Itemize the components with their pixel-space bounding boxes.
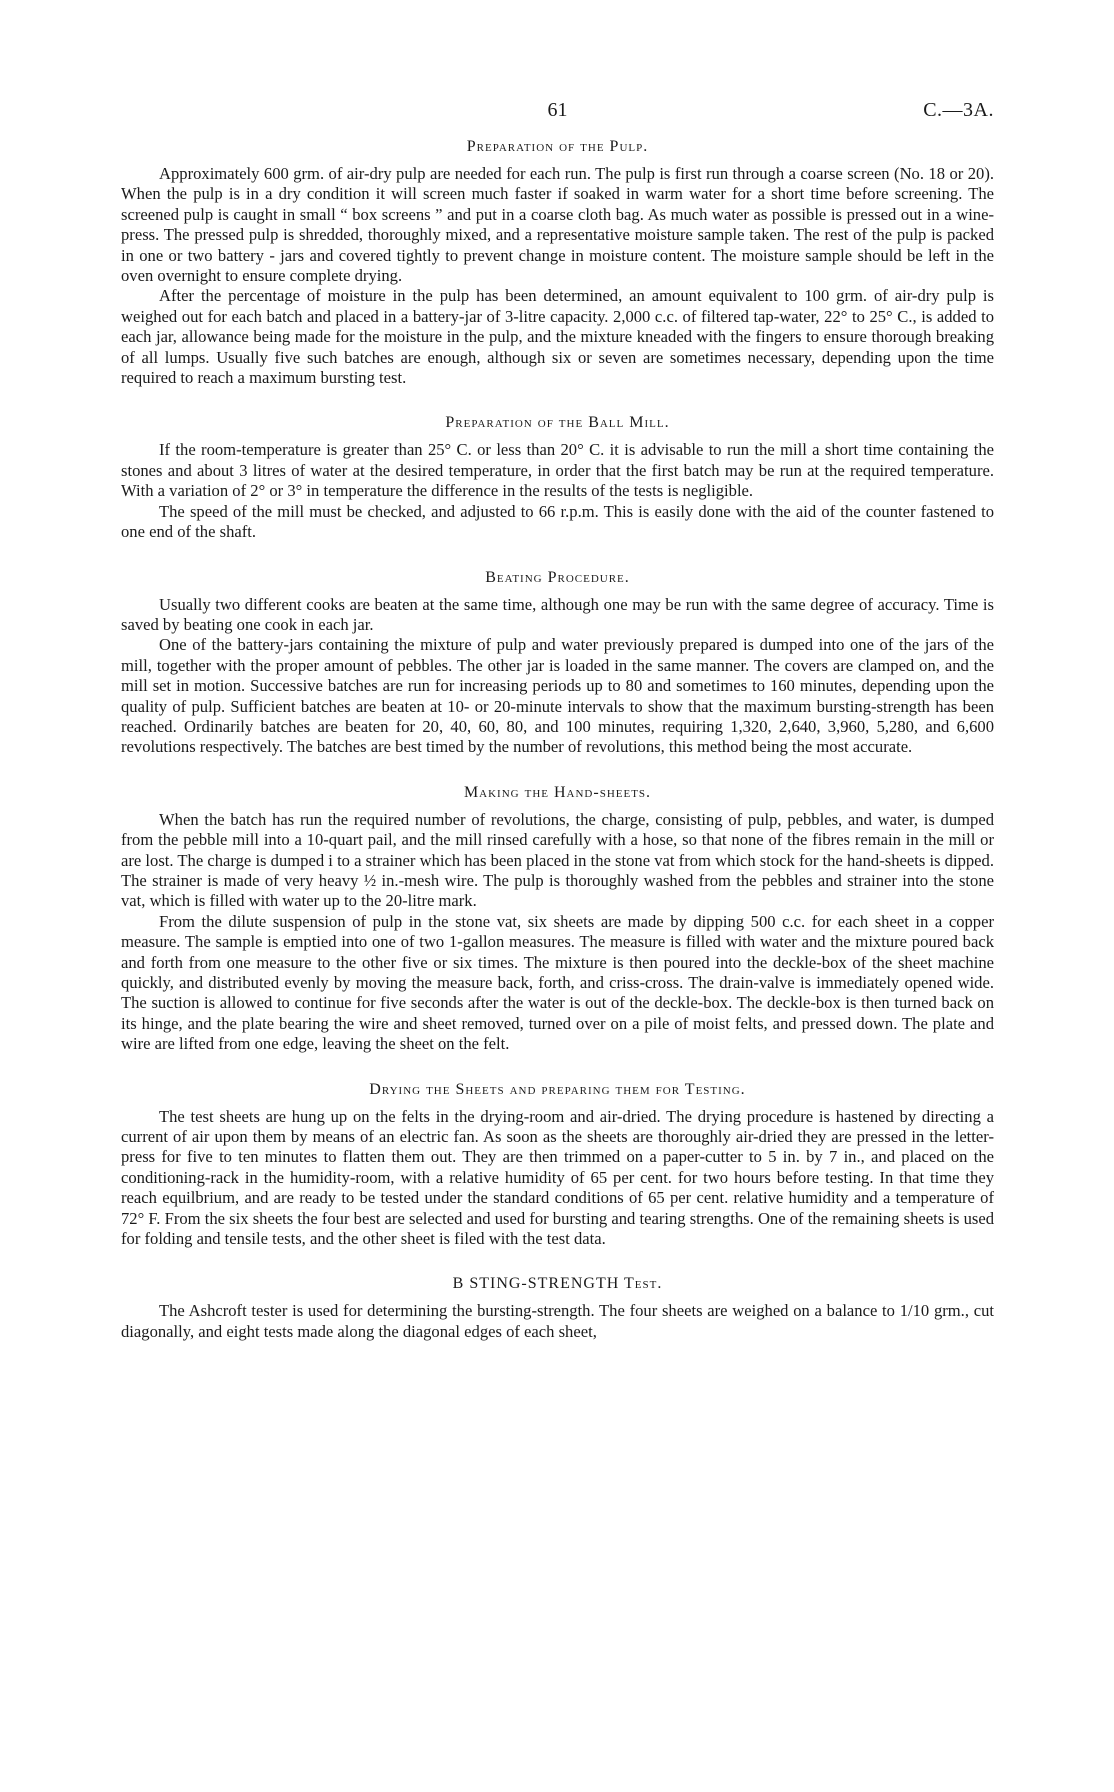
- page-number: 61: [547, 99, 568, 121]
- paragraph: After the percentage of moisture in the pulp has been determined, an amount equivalent to 100 grm. of air-dry pulp is weighed out for each batch and placed in a battery-jar of 3-litre capacity. 2,000 c.c. of filtered tap-water, 22° to 25° C., is added to each jar, allowance being made for the moisture in the pulp, and the mixture kneaded with the fingers to ensure thorough breaking of all lumps. Usually five such batches are enough, although six or seven are sometimes necessary, depending upon the time required to reach a maximum bursting test.: [121, 286, 994, 388]
- section-beating-procedure: [121, 567, 994, 758]
- document-page: [121, 100, 994, 1366]
- paragraph: One of the battery-jars containing the mixture of pulp and water previously prepared is dumped into one of the jars of the mill, together with the proper amount of pebbles. The other jar is loaded in the same manner. The covers are clamped on, and the mill set in motion. Successive batches are run for increasing periods up to 80 and sometimes to 160 minutes, depending upon the quality of pulp. Sufficient batches are beaten at 10- or 20-minute intervals to show that the maximum bursting-strength has been reached. Ordinarily batches are beaten for 20, 40, 60, 80, and 100 minutes, requiring 1,320, 2,640, 3,960, 5,280, and 6,600 revolutions respectively. The batches are best timed by the number of revolutions, this method being the most accurate.: [121, 635, 994, 757]
- paragraph: The test sheets are hung up on the felts in the drying-room and air-dried. The drying procedure is hastened by directing a current of air upon them by means of an electric fan. As soon as the sheets are thoroughly air-dried they are pressed in the letter-press for five to ten minutes to flatten them out. They are then trimmed on a paper-cutter to 5 in. by 7 in., and placed on the conditioning-rack in the humidity-room, with a relative humidity of 65 per cent. for two hours before testing. In that time they reach equilbrium, and are ready to be tested under the standard conditions of 65 per cent. relative humidity and a temperature of 72° F. From the six sheets the four best are selected and used for bursting and tearing strengths. One of the remaining sheets is used for folding and tensile tests, and the other sheet is filed with the test data.: [121, 1106, 994, 1249]
- section-heading: Drying the Sheets and preparing them for Testing.: [369, 1080, 746, 1098]
- paragraph: From the dilute suspension of pulp in the stone vat, six sheets are made by dipping 500 c.c. for each sheet in a copper measure. The sample is emptied into one of two 1-gallon measures. The measure is filled with water and the mixture poured back and forth from one measure to the other five or six times. The mixture is then poured into the deckle-box of the sheet machine quickly, and distributed evenly by moving the measure back, forth, and criss-cross. The drain-valve is immediately opened wide. The suction is allowed to continue for five seconds after the water is out of the deckle-box. The deckle-box is then turned back on its hinge, and the plate bearing the wire and sheet removed, turned over on a pile of moist felts, and pressed down. The plate and wire are lifted from one edge, leaving the sheet on the felt.: [121, 911, 994, 1054]
- page-header: [121, 100, 994, 136]
- section-heading: Preparation of the Pulp.: [466, 138, 649, 155]
- paragraph: If the room-temperature is greater than 25° C. or less than 20° C. it is advisable to run the mill a short time containing the stones and about 3 litres of water at the desired temperature, in order that the first batch may be run at the required temperature. With a variation of 2° or 3° in temperature the difference in the results of the tests is negligible.: [121, 440, 994, 501]
- paragraph: Approximately 600 grm. of air-dry pulp are needed for each run. The pulp is first run through a coarse screen (No. 18 or 20). When the pulp is in a dry condition it will screen much faster if soaked in warm water for a short time before screening. The screened pulp is caught in small “ box screens ” and put in a coarse cloth bag. As much water as possible is pressed out in a wine-press. The pressed pulp is shredded, thoroughly mixed, and a representative moisture sample taken. The rest of the pulp is packed in one or two battery - jars and covered tightly to prevent change in moisture content. The moisture sample should be left in the oven overnight to ensure complete drying.: [121, 164, 994, 286]
- section-heading: B STING-STRENGTH Test.: [452, 1275, 663, 1293]
- section-preparation-of-ball-mill: [121, 412, 994, 542]
- paragraph: Usually two different cooks are beaten at the same time, although one may be run with the same degree of accuracy. Time is saved by beating one cook in each jar.: [121, 594, 994, 634]
- section-heading: Preparation of the Ball Mill.: [445, 414, 670, 432]
- section-heading: Beating Procedure.: [485, 568, 630, 586]
- section-heading: Making the Hand-sheets.: [463, 783, 652, 801]
- document-reference: C.—3A.: [923, 99, 994, 121]
- paragraph: The Ashcroft tester is used for determining the bursting-strength. The four sheets are weighed on a balance to 1/10 grm., cut diagonally, and eight tests made along the diagonal edges of each sheet,: [121, 1301, 994, 1341]
- paragraph: The speed of the mill must be checked, and adjusted to 66 r.p.m. This is easily done with the aid of the counter fastened to one end of the shaft.: [121, 501, 994, 542]
- section-drying-sheets: [121, 1079, 994, 1250]
- section-bursting-strength-test: [121, 1273, 994, 1342]
- section-making-hand-sheets: [121, 782, 994, 1055]
- section-preparation-of-pulp: [121, 136, 994, 388]
- paragraph: When the batch has run the required number of revolutions, the charge, consisting of pulp, pebbles, and water, is dumped from the pebble mill into a 10-quart pail, and the mill rinsed carefully with a hose, so that none of the fibres remain in the mill or are lost. The charge is dumped i to a strainer which has been placed in the stone vat from which stock for the hand-sheets is dipped. The strainer is made of very heavy ½ in.-mesh wire. The pulp is thoroughly washed from the pebbles and strainer into the stone vat, which is filled with water up to the 20-litre mark.: [121, 809, 994, 911]
